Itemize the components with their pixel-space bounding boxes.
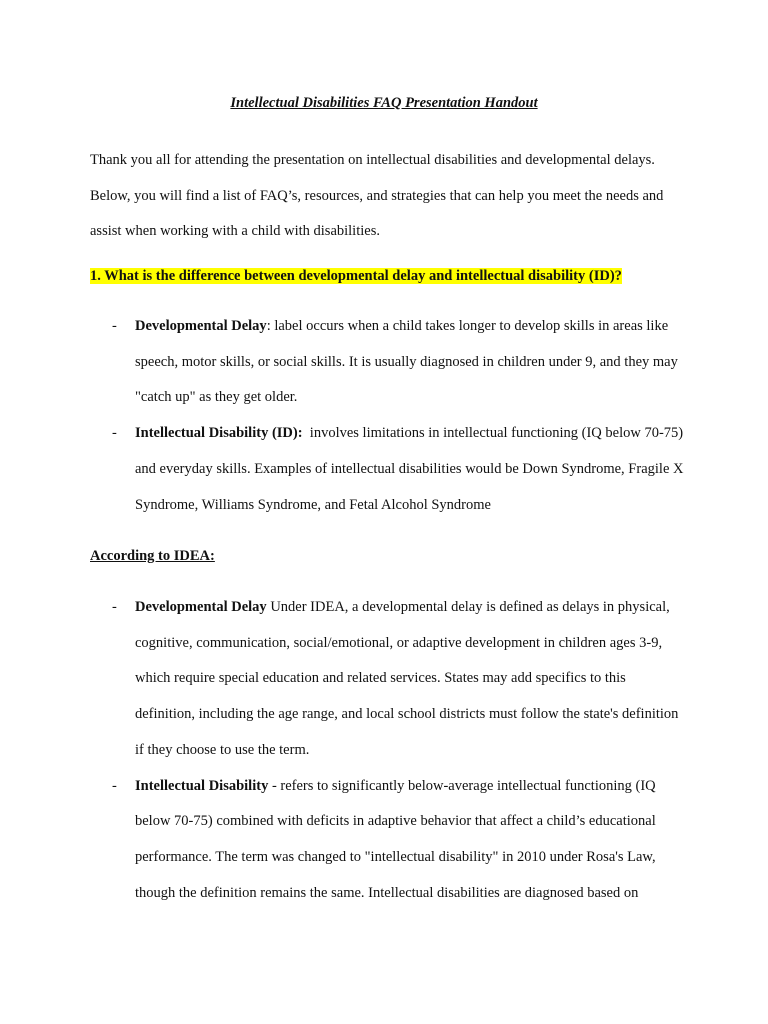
list-item-developmental-delay: [0, 309, 685, 416]
definition-idea-intellectual-disability: - refers to significantly below-average intellectual functioning (IQ below 70-75) combined with deficits in adaptive behavior that affect a child’s educational performance. The term was changed to "intellectual disability" in 2010 under Rosa's Law, though the definition remains the same. Intellectual disabilities are diagnosed based on: [135, 777, 656, 901]
question-heading: [90, 266, 622, 286]
list-item-idea-intellectual-disability: [0, 769, 685, 912]
list-dash: -: [112, 777, 117, 794]
definition-intellectual-disability: involves limitations in intellectual functioning (IQ below 70-75) and everyday skills. Examples of intellectual disabilities would be Down Syndrome, Fragile X Syndrome, Williams Syndrome, and Fetal Alcohol Syndrome: [135, 425, 688, 513]
document-title: Intellectual Disabilities FAQ Presentation Handout: [230, 95, 538, 111]
list-item-idea-developmental-delay: [0, 590, 685, 769]
list-dash: -: [112, 425, 117, 442]
intro-paragraph: Thank you all for attending the presentation on intellectual disabilities and developmental delays. Below, you will find a list of FAQ’s, resources, and strategies that can help you meet the needs and assist when working with a child with disabilities.: [90, 152, 664, 240]
term-idea-developmental-delay: Developmental Delay: [135, 599, 267, 615]
list-dash: -: [112, 599, 117, 615]
definition-list-idea: [0, 590, 768, 911]
definition-list-general: [0, 309, 768, 523]
term-intellectual-disability: Intellectual Disability (ID):: [135, 425, 303, 442]
term-developmental-delay: Developmental Delay: [135, 318, 267, 334]
list-dash: -: [112, 318, 117, 334]
list-item-intellectual-disability: [0, 416, 688, 523]
definition-developmental-delay: : label occurs when a child takes longer to develop skills in areas like speech, motor skills, or social skills. It is usually diagnosed in children under 9, and they may "catch up" as they get older.: [135, 318, 678, 406]
section-heading-idea: According to IDEA:: [90, 548, 215, 564]
definition-idea-developmental-delay: Under IDEA, a developmental delay is defined as delays in physical, cognitive, communication, social/emotional, or adaptive development in children ages 3-9, which require special education and related services. States may add specifics to this definition, including the age range, and local school districts must follow the state's definition if they choose to use the term.: [135, 599, 679, 758]
highlighted-question: 1. What is the difference between developmental delay and intellectual disability (ID)?: [90, 268, 622, 284]
term-idea-intellectual-disability: Intellectual Disability: [135, 777, 269, 794]
